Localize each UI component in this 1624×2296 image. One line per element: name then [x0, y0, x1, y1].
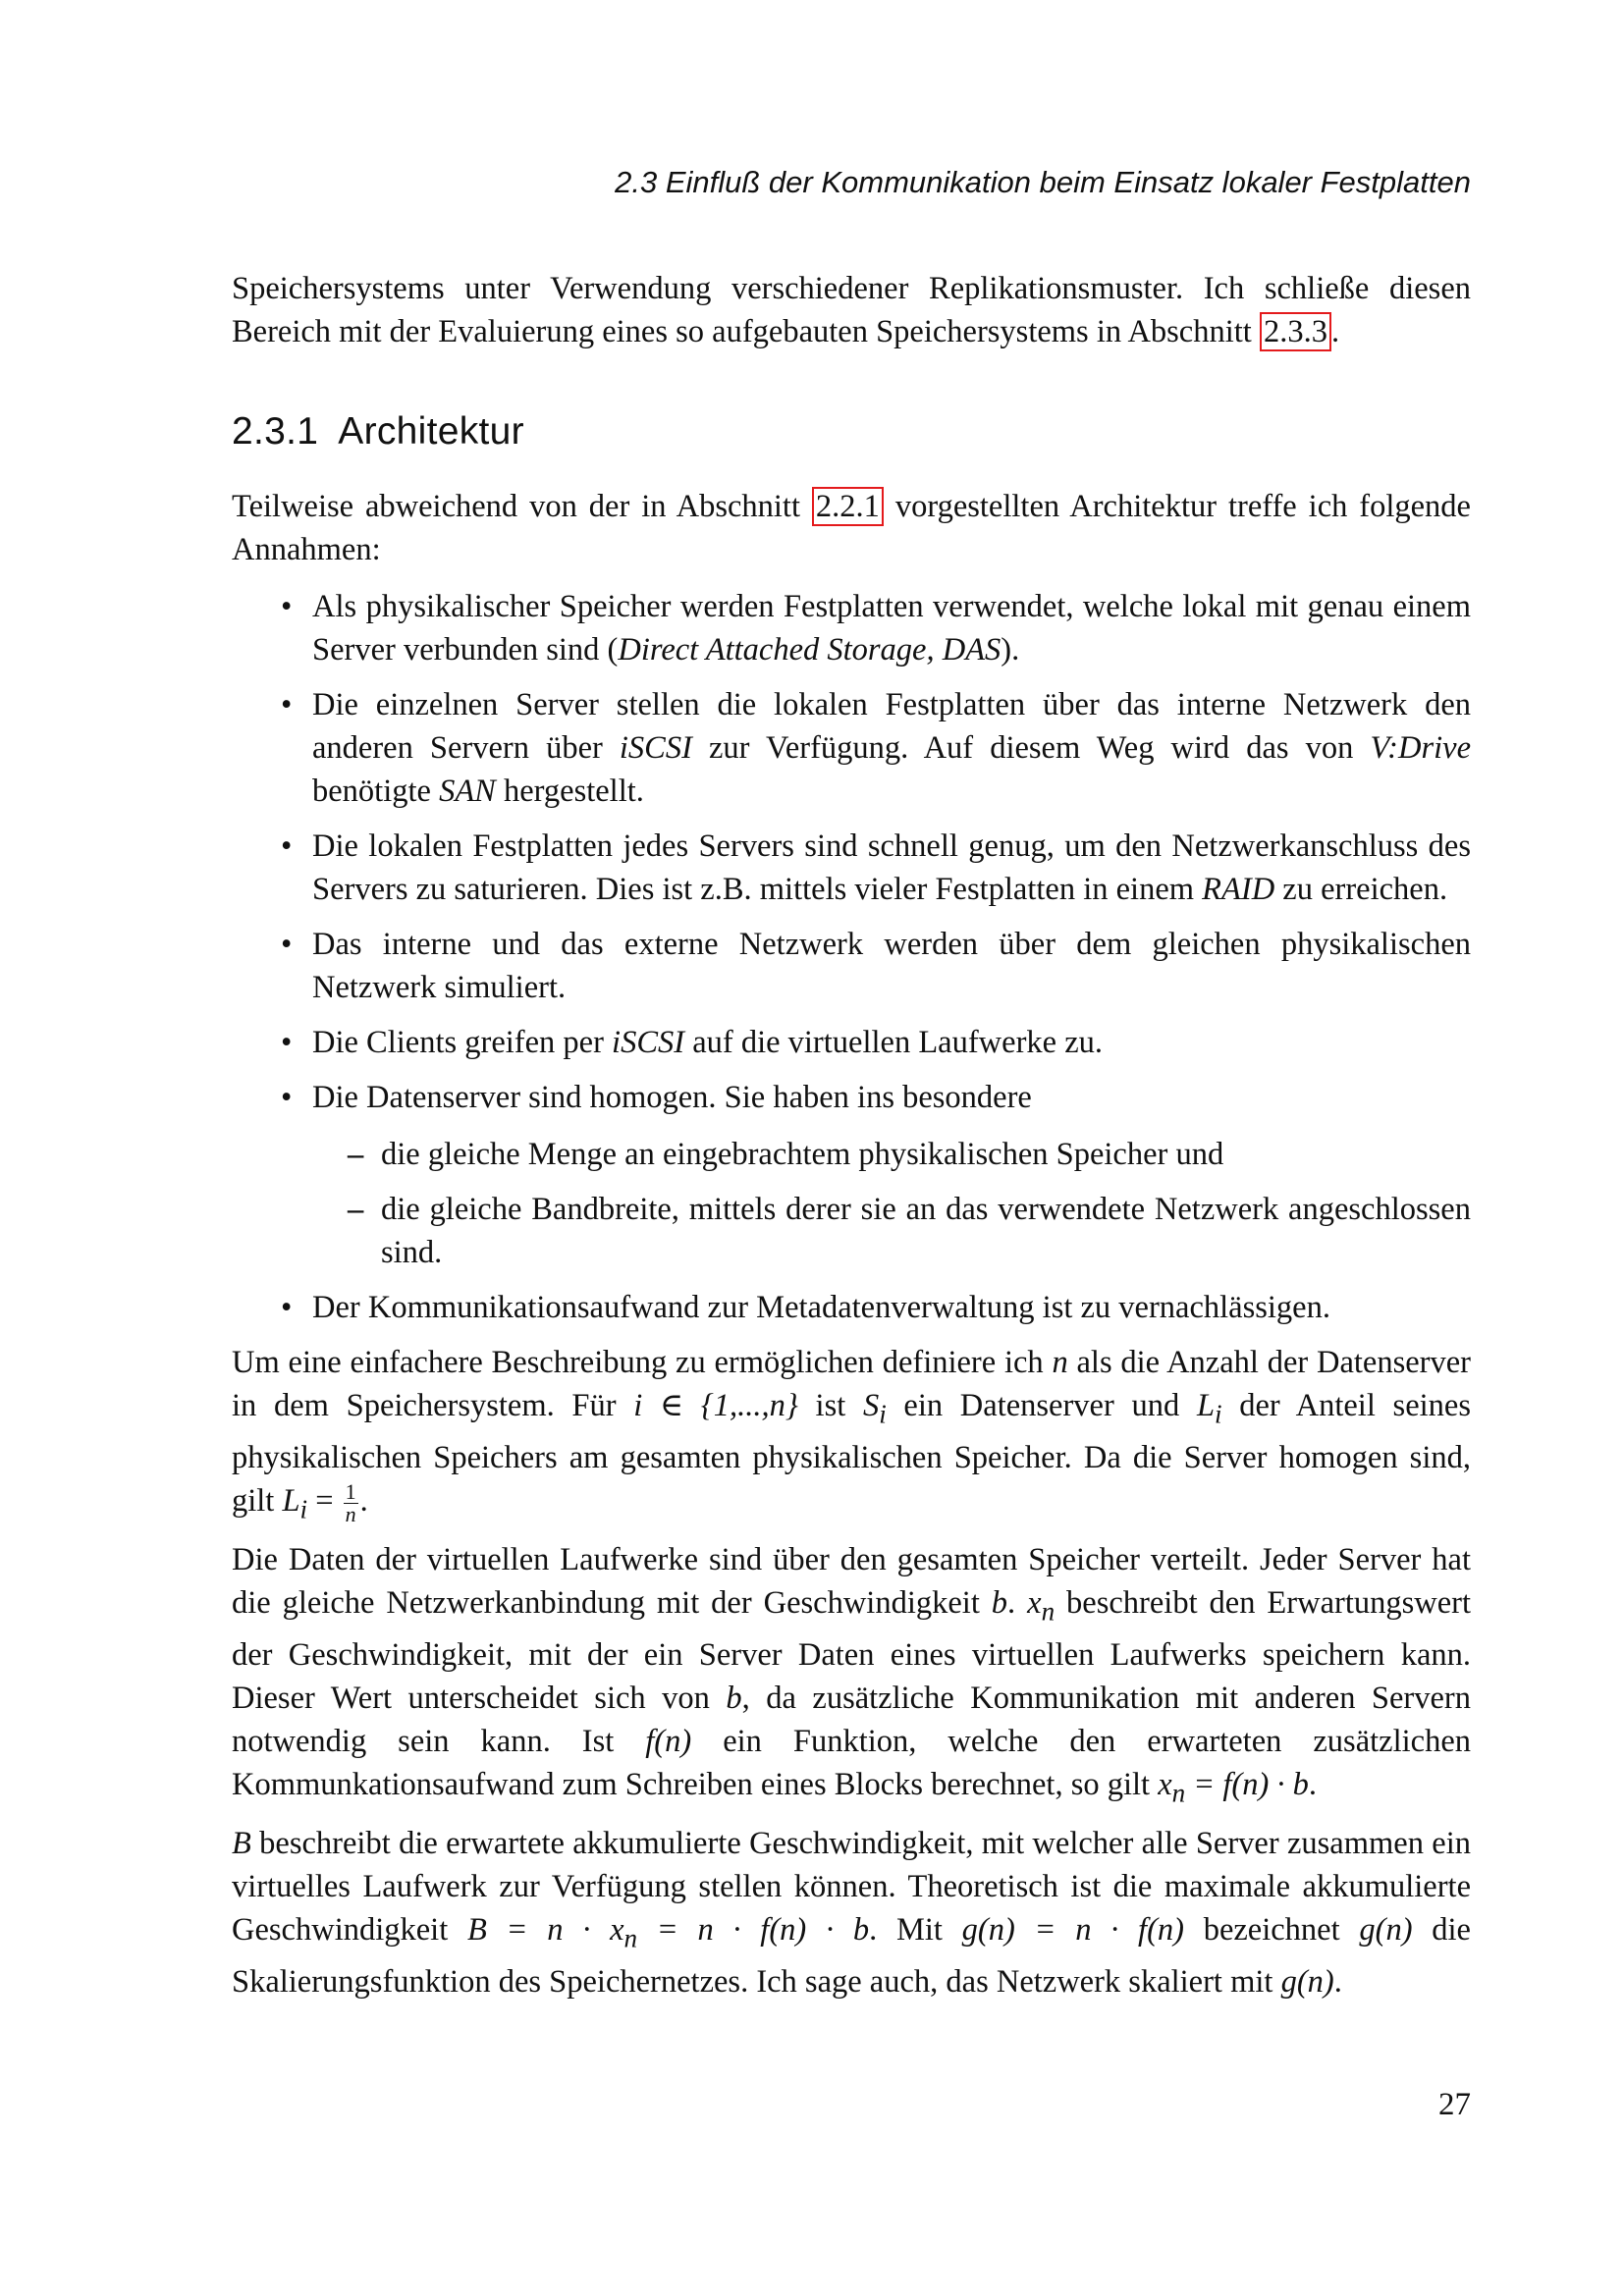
- item-text-end: hergestellt.: [495, 774, 644, 809]
- lead-text-before: Teilweise abweichend von der in Abschnitt: [232, 489, 812, 524]
- intro-paragraph: [232, 267, 1471, 353]
- math-var: b: [991, 1585, 1008, 1621]
- para-text: bezeichnet: [1183, 1912, 1360, 1948]
- math-expr: = f(n) · b: [1185, 1766, 1309, 1802]
- item-text: zur Verfügung. Auf diesem Weg wird das von: [691, 730, 1371, 766]
- math-subscript: n: [623, 1923, 638, 1953]
- list-item: [312, 923, 1471, 1009]
- section-number: 2.3.1: [232, 410, 319, 453]
- math-subscript: i: [879, 1399, 887, 1429]
- para-text: , da zusätzliche Kommunikation mit anderen Servern notwendig sein kann. Ist: [232, 1680, 1471, 1759]
- math-var: x: [1027, 1585, 1042, 1621]
- para-text: .: [1007, 1585, 1028, 1621]
- item-text: Die Datenserver sind homogen. Sie haben ins besondere: [312, 1080, 1032, 1115]
- lead-text-after: vorgestellten Architektur treffe ich folgende Annahmen:: [232, 489, 1471, 567]
- math-var: x: [1158, 1766, 1172, 1802]
- item-text: benötigte: [312, 774, 440, 809]
- sub-list-item: – die gleiche Bandbreite, mittels derer sie an das verwendete Netzwerk angeschlossen sind.: [381, 1188, 1471, 1274]
- page-number: 27: [1438, 2087, 1471, 2122]
- math-subscript: i: [1215, 1399, 1222, 1429]
- math-var: n: [1052, 1345, 1068, 1380]
- item-text: Die einzelnen Server stellen die lokalen Festplatten über das interne Netzwerk den anderen Servern über: [312, 687, 1471, 766]
- definition-paragraph: [232, 1341, 1471, 1530]
- sub-list-item: – die gleiche Menge an eingebrachtem physikalischen Speicher und: [381, 1133, 1471, 1176]
- list-item: [312, 683, 1471, 813]
- math-var: L: [282, 1482, 300, 1519]
- para-end: .: [359, 1482, 368, 1519]
- section-title: Architektur: [338, 410, 524, 453]
- para-end: .: [1308, 1766, 1318, 1802]
- fraction-numerator: 1: [345, 1478, 356, 1504]
- para-text: Um eine einfachere Beschreibung zu ermöglichen definiere ich: [232, 1345, 1053, 1380]
- math-expr: B = n · x: [466, 1912, 624, 1948]
- math-var: L: [1196, 1388, 1216, 1423]
- para-text: . Mit: [869, 1912, 962, 1948]
- section-heading: [232, 408, 1471, 455]
- math-subscript: n: [1041, 1596, 1056, 1627]
- item-emphasis: RAID: [1202, 872, 1275, 907]
- intro-text: Speichersystems unter Verwendung verschiedener Replikationsmuster. Ich schließe diesen Bereich mit der Evaluierung eines so aufgebauten Speichersystems in Abschnitt: [232, 271, 1471, 349]
- sub-list: [312, 1133, 1471, 1274]
- para-end: .: [1333, 1963, 1342, 2000]
- list-item: [312, 1021, 1471, 1064]
- page-content: [232, 267, 1471, 2011]
- math-expr: g(n): [1280, 1963, 1334, 2000]
- item-text: Die lokalen Festplatten jedes Servers sind schnell genug, um den Netzwerkanschluss des Servers zu saturieren. Dies ist z.B. mittels vieler Festplatten in einem: [312, 828, 1471, 907]
- para-text: Die Daten der virtuellen Laufwerke sind über den gesamten Speicher verteilt. Jeder Server hat die gleiche Netzwerkanbindung mit der Geschwindigkeit: [232, 1542, 1471, 1621]
- speed-paragraph: [232, 1538, 1471, 1814]
- item-emphasis: V:Drive: [1370, 730, 1471, 766]
- math-expr: = n · f(n) · b: [637, 1912, 870, 1948]
- math-expr: f(n): [645, 1723, 692, 1759]
- assumption-list: [232, 585, 1471, 1329]
- math-expr: g(n): [1359, 1912, 1413, 1948]
- math-var: B: [232, 1826, 251, 1861]
- para-text: beschreibt den Erwartungswert der Geschwindigkeit, mit der ein Server Daten eines virtuellen Laufwerks speichern kann. Dieser Wert unterscheidet sich von: [232, 1585, 1471, 1716]
- para-text: die Skalierungsfunktion des Speichernetzes. Ich sage auch, das Netzwerk skaliert mit: [232, 1912, 1471, 2000]
- item-emphasis: iSCSI: [612, 1025, 685, 1060]
- math-expr: g(n) = n · f(n): [961, 1912, 1184, 1948]
- list-item: [312, 825, 1471, 911]
- list-item: [312, 585, 1471, 671]
- para-text: ein Datenserver und: [886, 1388, 1197, 1423]
- para-text: beschreibt die erwartete akkumulierte Geschwindigkeit, mit welcher alle Server zusammen ein virtuelles Laufwerk zur Verfügung stellen können. Theoretisch ist die maximale akkumulierte Geschwindigkeit: [232, 1826, 1471, 1948]
- section-ref-link-2[interactable]: 2.2.1: [812, 487, 884, 526]
- running-header: 2.3 Einfluß der Kommunikation beim Einsatz lokaler Festplatten: [615, 165, 1471, 199]
- item-emphasis: SAN: [439, 774, 496, 809]
- list-item: [312, 1076, 1471, 1274]
- item-emphasis: Direct Attached Storage, DAS: [618, 632, 1001, 667]
- math-subscript: n: [1171, 1778, 1186, 1807]
- item-text-end: zu erreichen.: [1274, 872, 1448, 907]
- para-text: ist: [797, 1388, 863, 1423]
- math-operator: =: [307, 1482, 342, 1519]
- item-emphasis: iSCSI: [619, 730, 692, 766]
- lead-paragraph: [232, 485, 1471, 571]
- math-subscript: i: [299, 1494, 308, 1523]
- para-text: ein Funktion, welche den erwarteten zusätzlichen Kommunkationsaufwand zum Schreiben eines Blocks berechnet, so gilt: [232, 1723, 1471, 1802]
- scaling-paragraph: [232, 1822, 1471, 2003]
- list-item: [312, 1286, 1471, 1329]
- item-text: Die Clients greifen per: [312, 1025, 613, 1060]
- para-text: als die Anzahl der Datenserver in dem Speichersystem. Für: [232, 1345, 1471, 1423]
- para-text: der Anteil seines physikalischen Speichers am gesamten physikalischen Speicher. Da die Server homogen sind, gilt: [232, 1388, 1471, 1519]
- item-text: Das interne und das externe Netzwerk werden über dem gleichen physikalischen Netzwerk simuliert.: [312, 927, 1471, 1005]
- item-text: Der Kommunikationsaufwand zur Metadatenverwaltung ist zu vernachlässigen.: [312, 1290, 1330, 1325]
- item-text-end: ).: [1001, 632, 1020, 667]
- math-fraction: [344, 1478, 358, 1526]
- math-var: b: [726, 1680, 742, 1716]
- fraction-denominator: n: [345, 1501, 356, 1526]
- section-ref-link[interactable]: 2.3.3: [1260, 312, 1331, 351]
- item-text-end: auf die virtuellen Laufwerke zu.: [684, 1025, 1103, 1060]
- math-expr: i ∈ {1,...,n}: [633, 1388, 798, 1423]
- math-var: S: [862, 1388, 880, 1423]
- intro-end: .: [1330, 314, 1340, 349]
- item-text: Als physikalischer Speicher werden Festplatten verwendet, welche lokal mit genau einem Server verbunden sind (: [312, 589, 1471, 667]
